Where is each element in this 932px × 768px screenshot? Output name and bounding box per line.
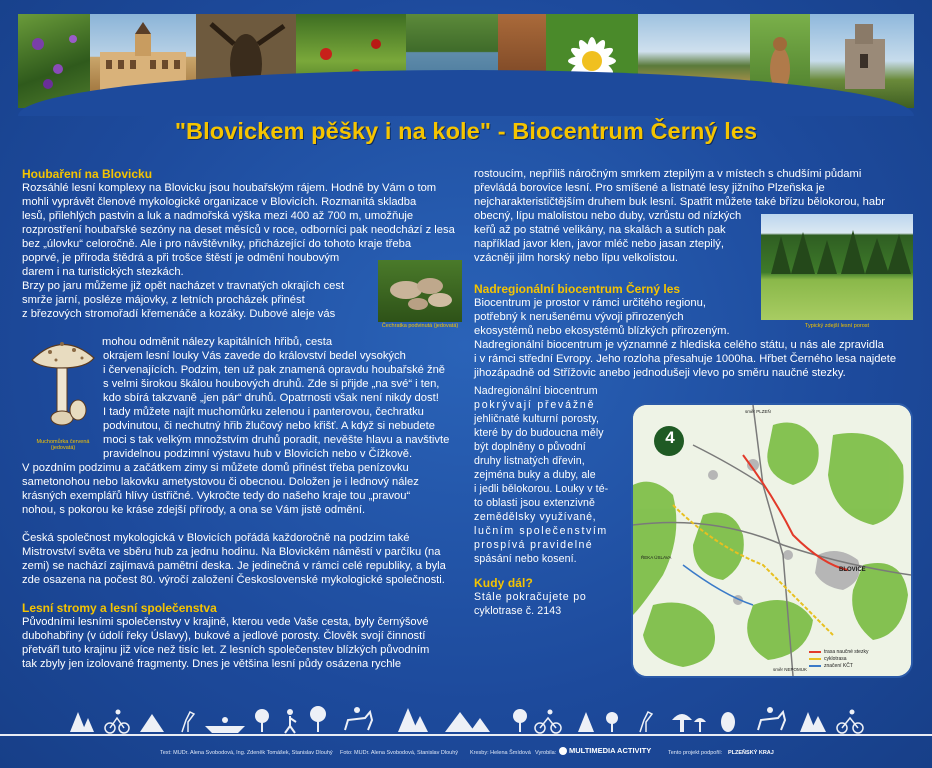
legend-item bbox=[809, 656, 868, 663]
forest-photo-caption: Typický zdejší lesní porost bbox=[804, 323, 870, 329]
forest-heading: Lesní stromy a lesní společenstva bbox=[22, 601, 217, 615]
biocenter-heading: Nadregionální biocentrum Černý les bbox=[474, 282, 681, 296]
text-line: pravidelnou podzimní výstavu hub v Blovicích nebo v Čížkově. bbox=[103, 448, 413, 460]
credit-made: Vyrobila: bbox=[535, 750, 557, 756]
text-line: Původními lesními společenstvy v krajině, kterou vede Vaše cesta, byly černýšové bbox=[22, 616, 429, 628]
text-line: z březových stromořadí křemenáče a kozáky. Dubové aleje vás bbox=[22, 308, 336, 320]
text-line: to oblasti jsou extenzivně bbox=[474, 497, 595, 509]
next-heading: Kudy dál? bbox=[474, 576, 533, 590]
text-line: I tady můžete najít muchomůrku zelenou i panterovou, čechratku bbox=[103, 406, 424, 418]
owl-icon bbox=[721, 712, 735, 732]
text-line: krásných exemplářů hlívy ústřičné. Vykročte tedy do našeho kraje tou „pravou“ bbox=[22, 490, 411, 502]
text-line: spásání nebo kosení. bbox=[474, 553, 577, 565]
text-line: V pozdním podzimu a začátkem zimy si můžete domů přinést třeba penízovku bbox=[22, 462, 409, 474]
biocenter-narrow bbox=[474, 384, 620, 618]
text-line: jihozápadně od Střížovic anebo jednodušeji vlevo po směru naučné stezky. bbox=[474, 367, 846, 379]
text-line: okrajem lesní louky Vás zavede do království bedel vysokých bbox=[103, 350, 406, 362]
text-line: zde osazena na počest 80. výročí založení Československé mykologické společnosti. bbox=[22, 574, 445, 586]
text-line: s velmi širokou škálou houbových druhů. Zde si přijde „na své“ i ten, bbox=[103, 378, 440, 390]
page-title: "Blovickem pěšky i na kole" - Biocentrum Černý les bbox=[174, 118, 758, 144]
forest-photo bbox=[761, 214, 913, 320]
text-line: smrže jarní, posléze májovky, z letních procházek přinést bbox=[22, 294, 305, 306]
text-line: nohou, s pokorou ke kráse zdejší přírody, a ona se Vám jistě odmění. bbox=[22, 504, 366, 516]
map-town: BLOVICE bbox=[839, 567, 866, 573]
text-line: Mistrovství světa ve sběru hub za jednu hodinu. Na Blovickém náměstí v parčíku (na bbox=[22, 546, 441, 558]
region-logo: PLZEŇSKÝ KRAJ bbox=[728, 750, 774, 756]
tree-icon bbox=[70, 712, 94, 732]
text-line: přetvářl tuto krajinu již více než tisíc let. Z lesních společenstev blízkých původním bbox=[22, 644, 430, 656]
text-line: mohli vyprávět členové mykologické organizace v Blovicích. Rozmanitá skladba bbox=[22, 196, 417, 208]
text-line: být doplněny o původní bbox=[474, 441, 586, 453]
credit-supported: Tento projekt podpořil: bbox=[668, 750, 723, 756]
text-line: bez „úlovku“ celoročně. Ale i pro návštěvníky, přicházející do tohoto kraje třeba bbox=[22, 238, 412, 250]
legend-label: cyklotrasa bbox=[824, 656, 847, 662]
text-line: darem i na turistických stezkách. bbox=[22, 266, 184, 278]
text-line: například javor klen, javor mléč nebo jasan ztepilý, bbox=[474, 238, 724, 250]
tree-icon bbox=[398, 708, 428, 732]
text-line: mohou odměnit nálezy kapitálních hřibů, cesta bbox=[102, 336, 333, 348]
text-line: lučním společenstvím bbox=[474, 525, 608, 537]
tree-icon bbox=[800, 712, 826, 732]
text-line: potřebný k nerušenému vývoji přirozených bbox=[474, 311, 684, 323]
boat-icon bbox=[205, 717, 245, 733]
text-line: Stále pokračujete po bbox=[474, 591, 587, 603]
flower-icon bbox=[606, 712, 618, 732]
tree-icon bbox=[310, 706, 326, 732]
biocenter-section bbox=[474, 282, 756, 338]
tent-icon bbox=[445, 712, 490, 732]
text-line: i červenajících. Podzim, ten už pak znamená opravdu houbařské žně bbox=[103, 364, 446, 376]
text-line: keřů až po statné velikány, na skalách a sutích pak bbox=[474, 224, 726, 236]
text-line: Nadregionální biocentrum je významné z hlediska celého státu, u nás ale zpravidla bbox=[474, 339, 884, 351]
legend-item bbox=[809, 649, 868, 656]
map-river: ŘEKA ÚSLAVA bbox=[641, 555, 672, 560]
text-line: prospívá pravidelné bbox=[474, 539, 594, 551]
caption-line: Muchomůrka červená bbox=[36, 439, 90, 445]
cyclist-icon bbox=[535, 710, 561, 734]
text-line: Rozsáhlé lesní komplexy na Blovicku jsou houbařským rájem. Hodně by Vám o tom bbox=[22, 182, 437, 194]
trail-map[interactable] bbox=[631, 403, 913, 678]
amanita-drawing bbox=[26, 330, 100, 430]
text-line: tak zbyly jen izolované fragmenty. Dnes je většina lesní půdy osázena rychle bbox=[22, 658, 402, 670]
map-direction: směr PLZEŇ bbox=[745, 409, 771, 414]
logo-text: MULTIMEDIA ACTIVITY bbox=[569, 746, 652, 755]
mushroom-paragraph-2 bbox=[103, 335, 464, 461]
legend-item bbox=[809, 663, 868, 670]
text-line: zemědělsky využívané, bbox=[474, 511, 597, 523]
text-line: Česká společnost mykologická v Blovicích pořádá každoročně na podzim také bbox=[22, 532, 410, 544]
legend-label: značení KČT bbox=[824, 663, 853, 669]
cyclist-icon bbox=[837, 710, 863, 734]
text-line: podvinutou, či nechutný hřib žlučový nebo křišť. A když si nebudete bbox=[103, 420, 435, 432]
text-line: které by do budoucna měly bbox=[474, 427, 604, 439]
forest-continued-narrow bbox=[474, 209, 756, 265]
text-line: poprvé, je příroda štědrá a při trošce štěstí je odmění houbovým bbox=[22, 252, 340, 264]
mushroom-icon bbox=[672, 714, 706, 732]
text-line: dubohabřiny (v údolí řeky Úslavy), bukové a jedlové porosty. Člověk svojí činností bbox=[22, 630, 426, 642]
text-line: rozprostření houbařské sezóny na deset měsíců v roce, odborníci pak neodchází z lesa bbox=[22, 224, 455, 236]
text-line: zejména buky a duby, ale bbox=[474, 469, 596, 481]
text-line: sametonohou nebo lakovku ametystovou či obecnou. Doložen je i lednový nález bbox=[22, 476, 419, 488]
biocenter-full bbox=[474, 338, 914, 380]
mushroom-heading: Houbaření na Blovicku bbox=[22, 167, 153, 181]
amanita-caption bbox=[24, 439, 102, 451]
forest-continued bbox=[474, 167, 914, 209]
spacer bbox=[22, 587, 466, 601]
text-line: ekosystémů nebo ekosystémů blízkých přirozeným. bbox=[474, 325, 730, 337]
text-line: i jedli bělokorou. Louky v té- bbox=[474, 483, 609, 495]
text-line: kdo sbírá takzvaně „jen pár“ druhů. Opatrnosti však není nikdy dost! bbox=[103, 392, 439, 404]
spacer bbox=[22, 517, 466, 531]
text-line: nejcharakterističtějším druhem buk lesní. Spatřit můžete také břízu bělokorou, habr bbox=[474, 196, 886, 208]
legend-label: trasa naučné stezky bbox=[824, 649, 869, 655]
caption-line: (jedovatá) bbox=[50, 445, 76, 451]
logo-dot-icon bbox=[559, 747, 567, 755]
text-line: pokrývají převážně bbox=[474, 399, 596, 411]
text-line: cyklotrase č. 2143 bbox=[474, 605, 562, 617]
heron-icon bbox=[640, 712, 652, 732]
credit-photo: Foto: MUDr. Alena Svobodová, Stanislav Dlouhý bbox=[340, 750, 459, 756]
cyclist-icon bbox=[105, 710, 129, 734]
heron-icon bbox=[182, 712, 194, 732]
mushroom-paragraph-3 bbox=[22, 461, 466, 671]
text-line: Biocentrum je prostor v rámci určitého regionu, bbox=[474, 297, 706, 309]
text-line: i v rámci střední Evropy. Jeho rozloha přesahuje 1000ha. Hřbet Černého lesa najdete bbox=[474, 353, 897, 365]
tree-icon bbox=[578, 712, 594, 732]
spacer bbox=[474, 566, 620, 576]
text-line: převládá borovice lesní. Pro smíšené a listnaté lesy jižního Plzeňska je bbox=[474, 182, 825, 194]
mushroom-photo-caption: Čechratka podvinutá (jedovatá) bbox=[381, 323, 459, 329]
tent-icon bbox=[140, 714, 164, 732]
text-line: Brzy po jaru můžeme již opět nacházet v travnatých okrajích cest bbox=[22, 280, 345, 292]
text-line: jehličnaté kulturní porosty, bbox=[474, 413, 600, 425]
multimedia-logo bbox=[559, 746, 651, 755]
credit-text: Text: MUDr. Alena Svobodová, Ing. Zdeněk Tomášek, Stanislav Dlouhý bbox=[160, 750, 333, 756]
text-line: obecný, lípu malolistou nebo duby, vzrůstu od nízkých bbox=[474, 210, 742, 222]
text-line: vzácněji jilm horský nebo lípu velkolistou. bbox=[474, 252, 678, 264]
text-line: zemi) se nachází zajímavá pamětní deska. Je jedinečná v rámci celé republiky, a byla bbox=[22, 560, 446, 572]
text-line: druhy listnatých dřevin, bbox=[474, 455, 585, 467]
mushroom-photo bbox=[378, 260, 462, 322]
hiker-icon bbox=[285, 709, 296, 733]
horse-rider-icon bbox=[758, 707, 785, 730]
text-line: Nadregionální biocentrum bbox=[474, 385, 598, 397]
text-line: rostoucím, nepříliš náročným smrkem ztepilým a v místech s chudšími půdami bbox=[474, 168, 862, 180]
map-direction: směr NEPOMUK bbox=[773, 667, 808, 672]
text-line: lesů, přilehlých pastvin a luk a nadmořská výška mezi 400 až 700 m, umožňuje bbox=[22, 210, 414, 222]
tree-icon bbox=[513, 709, 527, 732]
footer-divider bbox=[0, 734, 932, 736]
tree-icon bbox=[255, 709, 269, 732]
map-number: 4 bbox=[665, 428, 675, 447]
map-legend bbox=[809, 649, 868, 670]
horse-rider-icon bbox=[345, 707, 372, 730]
credit-drawings: Kresby: Helena Šmídová bbox=[470, 750, 531, 756]
text-line: moci s tak velkým množstvím druhů poradit, nevěšte hlavu a navštivte bbox=[103, 434, 450, 446]
